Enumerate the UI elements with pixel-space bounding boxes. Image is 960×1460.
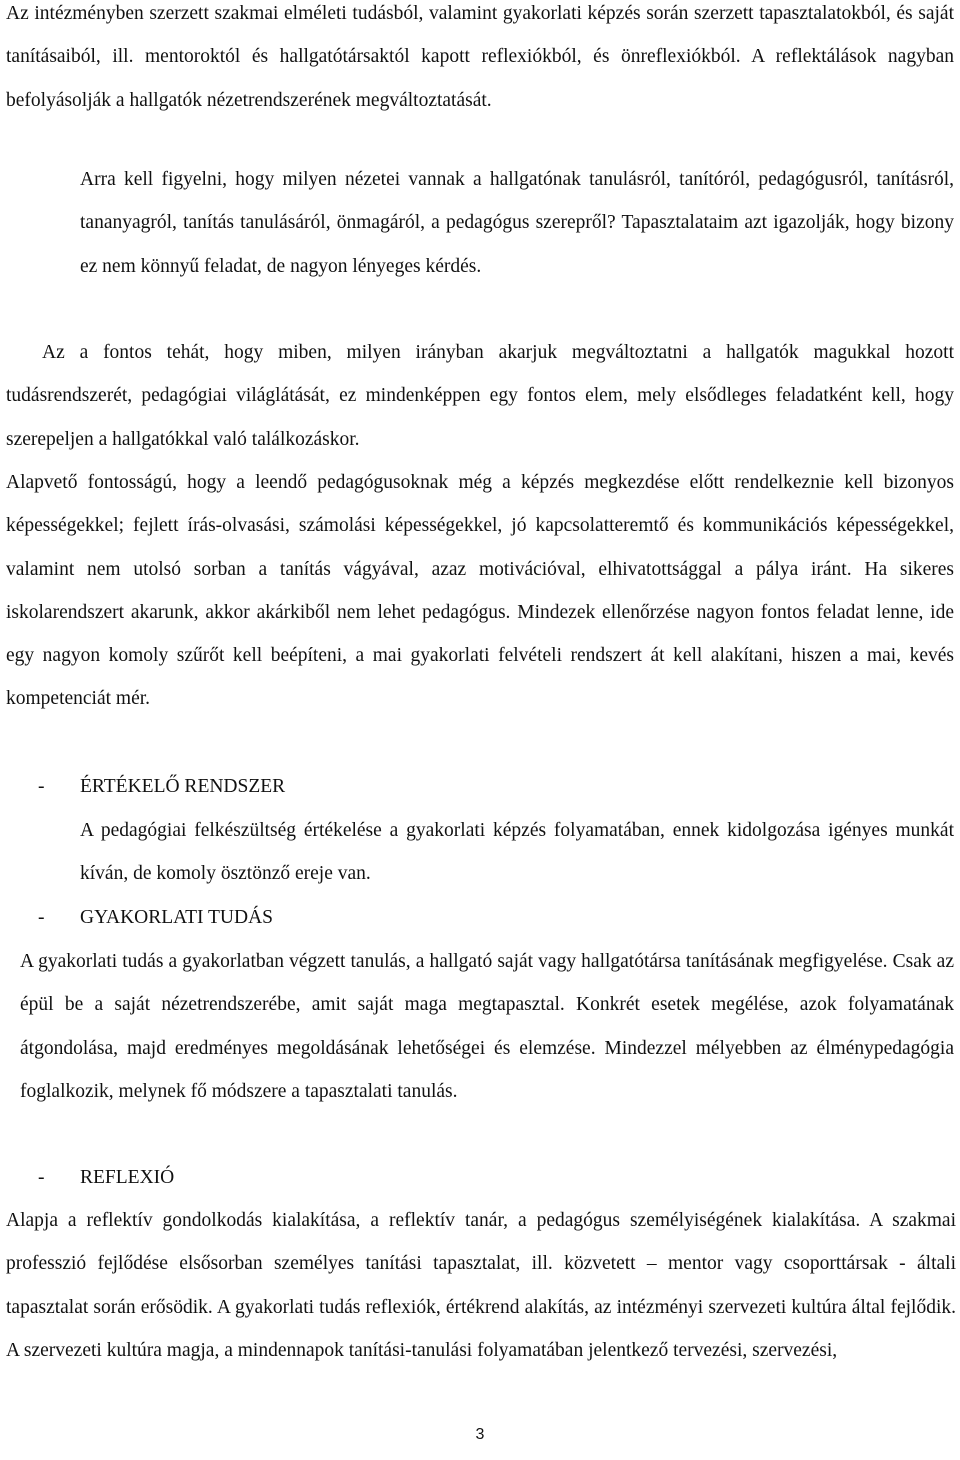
paragraph-important: Az a fontos tehát, hogy miben, milyen irányban akarjuk megváltoztatni a hallgatók magukkal hozott tudásrendszerét, pedagógiai világlátását, ez mindenképpen egy fontos elem, mely elsődleges feladatként kell, hogy szerepeljen a hallgatókkal való találkozáskor. — [6, 342, 954, 450]
heading-reflection-text: REFLEXIÓ — [80, 1167, 175, 1188]
paragraph-fundamental: Alapvető fontosságú, hogy a leendő pedagógusoknak még a képzés megkezdése előtt rendelkeznie kell bizonyos képességekkel; fejlett írás-olvasási, számolási képességekkel, jó kapcsolatteremtő és kommunikációs képességekkel, valamint nem utolsó sorban a tanítás vágyával, azaz motivációval, elhivatottsággal a pálya iránt. Ha sikeres iskolarendszert akarunk, akkor akárkiből nem lehet pedagógus. Mindezek ellenőrzése nagyon fontos feladat lenne, ide egy nagyon komoly szűrőt kell beépíteni, a mai gyakorlati felvételi rendszert át kell alakítani, hiszen a mai, kevés kompetenciát mér. — [6, 472, 954, 710]
heading-practical-text: GYAKORLATI TUDÁS — [80, 907, 274, 928]
list-dash: - — [38, 776, 45, 797]
paragraph-intro: Az intézményben szerzett szakmai elméleti tudásból, valamint gyakorlati képzés során szerzett tapasztalatokból, és saját tanításaiból, ill. mentoroktól és hallgatótársaktól kapott reflexiókból, és önreflexiókból. A reflektálások nagyban befolyásolják a hallgatók nézetrendszerének megváltoztatását. — [6, 3, 954, 111]
heading-evaluation-system — [38, 765, 285, 808]
heading-practical-knowledge — [38, 896, 273, 939]
heading-reflection — [38, 1156, 174, 1199]
list-dash: - — [38, 1167, 45, 1188]
page-number: 3 — [475, 1426, 485, 1443]
list-dash: - — [38, 907, 45, 928]
paragraph-evaluation: A pedagógiai felkészültség értékelése a gyakorlati képzés folyamatában, ennek kidolgozása igényes munkát kíván, de komoly ösztönző ereje van. — [80, 820, 954, 885]
paragraph-reflection: Alapja a reflektív gondolkodás kialakítása, a reflektív tanár, a pedagógus személyiségének kialakítása. A szakmai professzió fejlődése elsősorban személyes tanítási tapasztalat, ill. közvetett – mentor vagy csoporttársak - általi tapasztalat során erősödik. A gyakorlati tudás reflexiók, értékrend alakítás, az intézményi szervezeti kultúra által fejlődik. A szervezeti kultúra magja, a mindennapok tanítási-tanulási folyamatában jelentkező tervezési, szervezési, — [6, 1210, 956, 1361]
paragraph-views: Arra kell figyelni, hogy milyen nézetei vannak a hallgatónak tanulásról, tanítóról, pedagógusról, tanításról, tananyagról, tanítás tanulásáról, önmagáról, a pedagógus szerepről? Tapasztalataim azt igazolják, hogy bizony ez nem könnyű feladat, de nagyon lényeges kérdés. — [80, 169, 954, 277]
paragraph-practical: A gyakorlati tudás a gyakorlatban végzett tanulás, a hallgató saját vagy hallgatótársa tanításának megfigyelése. Csak az épül be a saját nézetrendszerébe, amit saját maga megtapasztal. Konkrét esetek megélése, azok folyamatának átgondolása, majd eredményes megoldásának lehetőségei és elemzése. Mindezzel mélyebben az élménypedagógia foglalkozik, melynek fő módszere a tapasztalati tanulás. — [20, 951, 954, 1102]
heading-evaluation-text: ÉRTÉKELŐ RENDSZER — [80, 776, 286, 797]
